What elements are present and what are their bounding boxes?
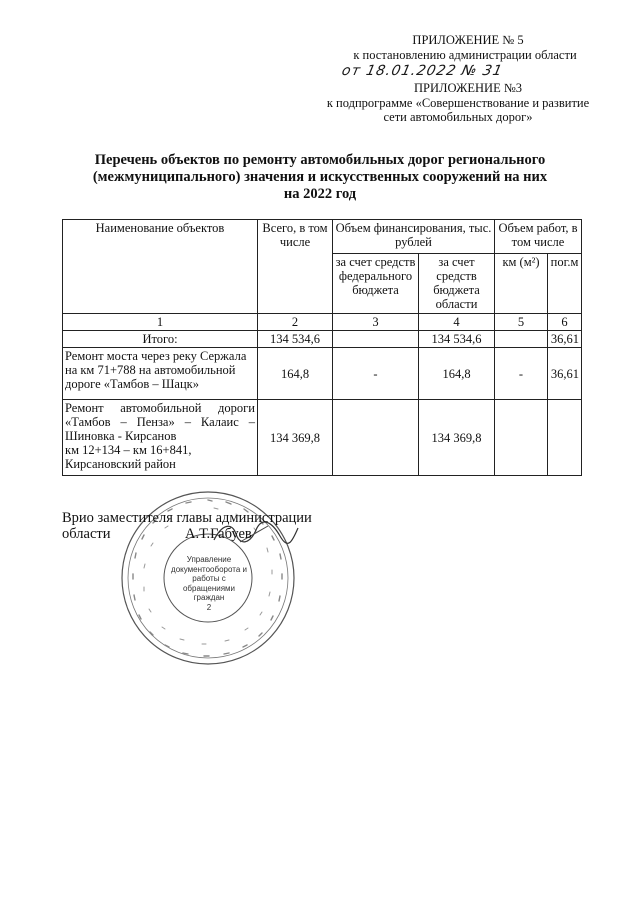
signature-region: области <box>62 526 111 542</box>
header-regional: за счет средств бюджета области <box>419 254 495 314</box>
signature-title: Врио заместителя главы администрации <box>62 510 312 526</box>
row1-federal: - <box>333 348 419 400</box>
row2-name-line2: км 12+134 – км 16+841, <box>65 443 192 457</box>
objects-table <box>62 219 582 476</box>
header-km: км (м²) <box>495 254 548 314</box>
col-number-1: 1 <box>63 314 258 331</box>
table-row <box>63 348 582 400</box>
col-number-4: 4 <box>419 314 495 331</box>
table-row <box>63 400 582 476</box>
to-subprogram-line1: к подпрограмме «Совершенствование и развитие <box>326 96 590 110</box>
col-number-5: 5 <box>495 314 548 331</box>
row2-name-line1: Ремонт автомобильной дороги «Тамбов – Пенза» – Калаис – Шиновка - Кирсанов <box>65 401 255 443</box>
row2-regional: 134 369,8 <box>419 400 495 476</box>
document-title <box>40 152 600 203</box>
title-line2: (межмуниципального) значения и искусственных сооружений на них <box>92 169 548 185</box>
row1-pm: 36,61 <box>548 348 582 400</box>
seal-number: 2 <box>206 602 212 612</box>
total-km <box>495 331 548 348</box>
header-financing: Объем финансирования, тыс. рублей <box>333 220 495 254</box>
header-pm: пог.м <box>548 254 582 314</box>
row2-pm <box>548 400 582 476</box>
row2-name <box>63 400 258 476</box>
row1-total: 164,8 <box>258 348 333 400</box>
row2-name-line3: Кирсановский район <box>65 457 176 471</box>
handwritten-date: от 18.01.2022 № 31 <box>340 63 505 79</box>
row2-federal <box>333 400 419 476</box>
header-name: Наименование объектов <box>63 220 258 314</box>
row1-km: - <box>495 348 548 400</box>
seal-text <box>171 555 247 612</box>
header-total: Всего, в том числе <box>258 220 333 314</box>
title-line1: Перечень объектов по ремонту автомобильных дорог регионального <box>94 152 546 168</box>
total-federal <box>333 331 419 348</box>
appendix-5-label: ПРИЛОЖЕНИЕ № 5 <box>412 33 524 47</box>
title-line3: на 2022 год <box>283 186 357 202</box>
total-row <box>63 331 582 348</box>
appendix-3-label: ПРИЛОЖЕНИЕ №3 <box>413 81 523 95</box>
col-number-2: 2 <box>258 314 333 331</box>
seal-department: Управление документооборота и работы с обращениями граждан <box>171 555 247 602</box>
to-subprogram-line2: сети автомобильных дорог» <box>383 110 533 124</box>
row2-total: 134 369,8 <box>258 400 333 476</box>
signature-name: А.Т.Габуев <box>185 526 252 542</box>
col-number-3: 3 <box>333 314 419 331</box>
col-number-6: 6 <box>548 314 582 331</box>
total-label: Итого: <box>63 331 258 348</box>
row2-km <box>495 400 548 476</box>
header-works: Объем работ, в том числе <box>495 220 582 254</box>
total-regional: 134 534,6 <box>419 331 495 348</box>
header-federal: за счет средств федерального бюджета <box>333 254 419 314</box>
row1-name: Ремонт моста через реку Сержала на км 71+788 на автомобильной дороге «Тамбов – Шацк» <box>63 348 258 400</box>
total-sum: 134 534,6 <box>258 331 333 348</box>
to-resolution-label: к постановлению администрации области <box>353 48 577 62</box>
row1-regional: 164,8 <box>419 348 495 400</box>
total-pm: 36,61 <box>548 331 582 348</box>
